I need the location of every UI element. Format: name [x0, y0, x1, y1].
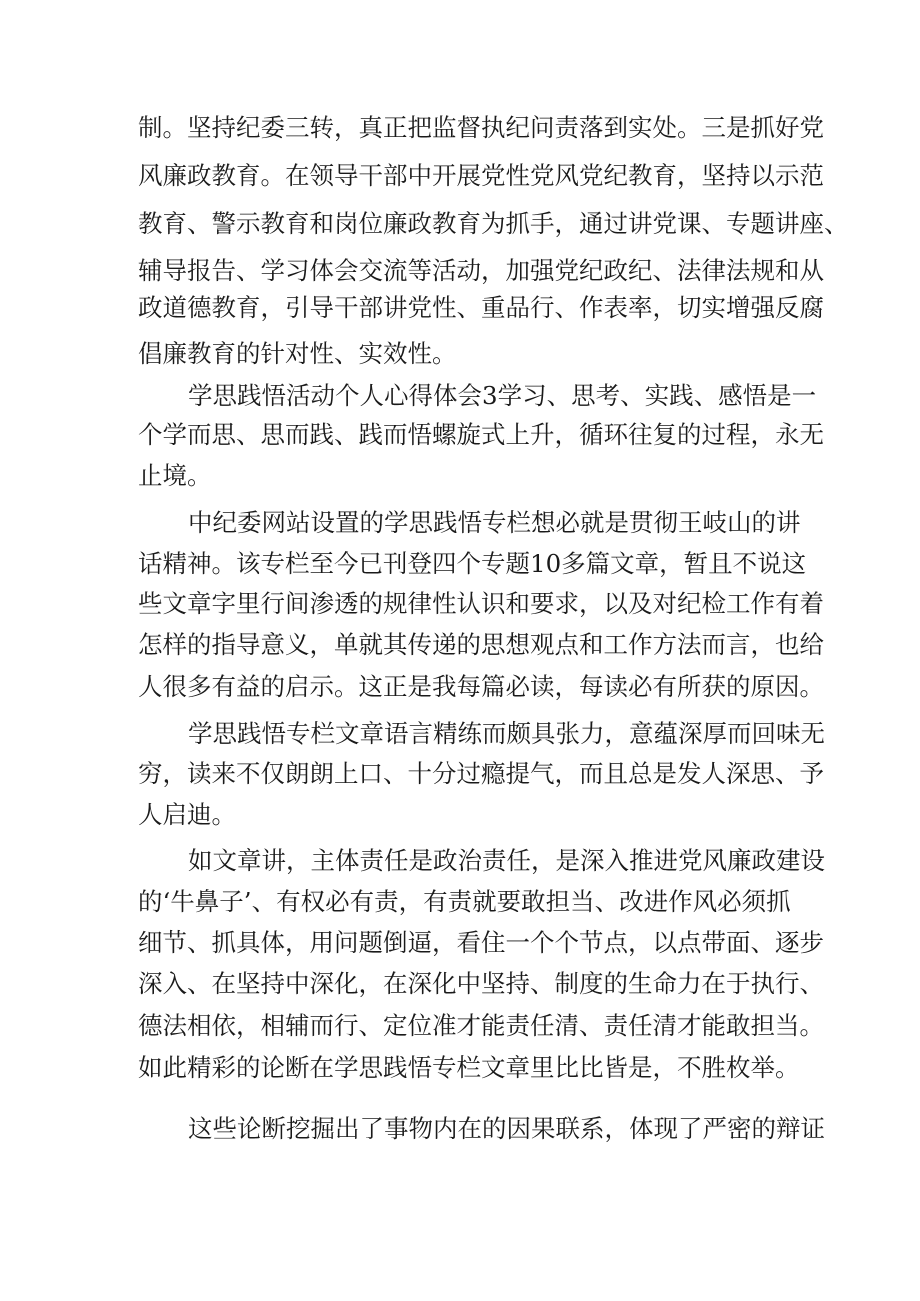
text-line: 细节、抓具体，用问题倒逼，看住一个个节点，以点带面、逐步 — [138, 928, 824, 957]
text-line: 如此精彩的论断在学思践悟专栏文章里比比皆是，不胜枚举。 — [138, 1053, 800, 1082]
text-line: 话精神。该专栏至今已刊登四个专题10多篇文章，暂且不说这 — [138, 549, 807, 578]
text-line: 如文章讲，主体责任是政治责任，是深入推进党风廉政建设 — [188, 846, 825, 875]
text-line: 的‘牛鼻子’、有权必有责，有责就要敢担当、改进作风必须抓 — [138, 887, 791, 916]
text-line: 人很多有益的启示。这正是我每篇必读，每读必有所获的原因。 — [138, 672, 824, 701]
text-line: 中纪委网站设置的学思践悟专栏想必就是贯彻王岐山的讲 — [188, 508, 801, 537]
text-line: 些文章字里行间渗透的规律性认识和要求，以及对纪检工作有着 — [138, 589, 824, 618]
text-line: 制。坚持纪委三转，真正把监督执纪问责落到实处。三是抓好党 — [138, 113, 824, 142]
text-line: 怎样的指导意义，单就其传递的思想观点和工作方法而言，也给 — [138, 630, 824, 659]
text-line: 深入、在坚持中深化，在深化中坚持、制度的生命力在于执行、 — [138, 969, 824, 998]
text-line: 学思践悟专栏文章语言精练而颇具张力，意蕴深厚而回味无 — [188, 719, 825, 748]
text-line: 德法相依，相辅而行、定位准才能责任清、责任清才能敢担当。 — [138, 1011, 824, 1040]
text-line: 这些论断挖掘出了事物内在的因果联系，体现了严密的辩证 — [188, 1114, 825, 1143]
text-line: 个学而思、思而践、践而悟螺旋式上升，循环往复的过程，永无 — [138, 420, 824, 449]
text-line: 风廉政教育。在领导干部中开展党性党风党纪教育，坚持以示范 — [138, 161, 824, 190]
text-line: 学思践悟活动个人心得体会3学习、思考、实践、感悟是一 — [188, 381, 817, 410]
text-line: 人启迪。 — [138, 800, 236, 829]
text-line: 倡廉教育的针对性、实效性。 — [138, 339, 457, 368]
text-line: 辅导报告、学习体会交流等活动，加强党纪政纪、法律法规和从 — [138, 256, 824, 285]
text-line: 教育、警示教育和岗位廉政教育为抓手，通过讲党课、专题讲座、 — [138, 209, 849, 238]
text-line: 穷，读来不仅朗朗上口、十分过瘾提气，而且总是发人深思、予 — [138, 759, 824, 788]
text-line: 政道德教育，引导干部讲党性、重品行、作表率，切实增强反腐 — [138, 293, 824, 322]
text-line: 止境。 — [138, 461, 212, 490]
